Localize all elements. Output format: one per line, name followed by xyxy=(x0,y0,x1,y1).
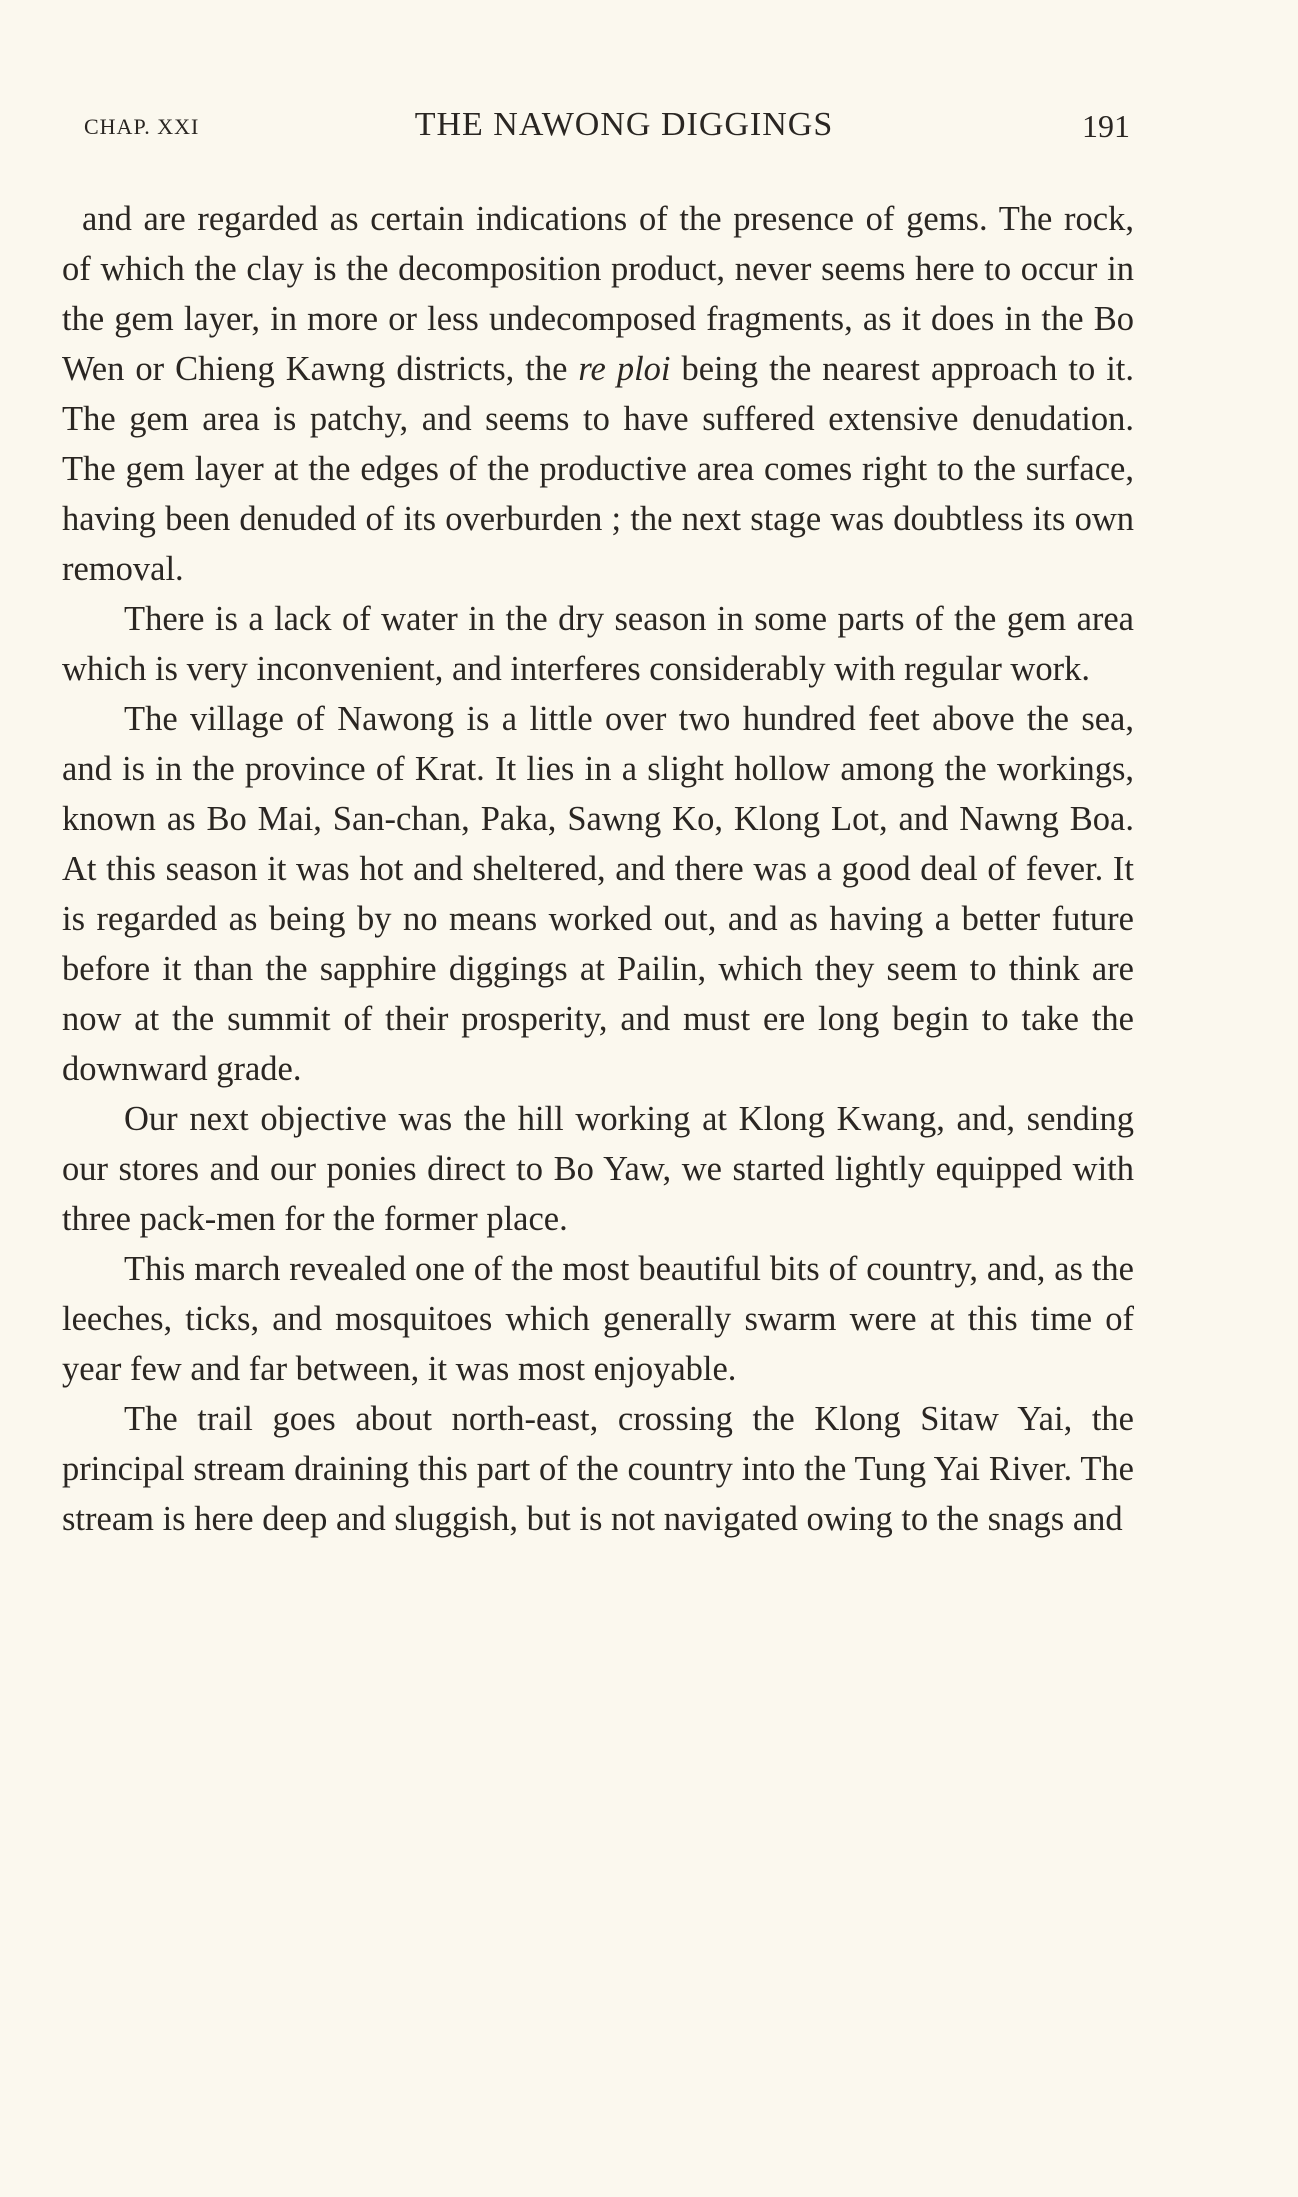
paragraph-1-italic-term: re ploi xyxy=(578,350,671,388)
chapter-label: CHAP. XXI xyxy=(84,114,200,139)
paragraph-4: Our next objective was the hill working at Klong Kwang, and, sending our stores and our ponies direct to Bo Yaw, we started lightly equipped with three pack-men for the former place. xyxy=(62,1100,1134,1238)
paragraph-2: There is a lack of water in the dry season in some parts of the gem area which is very inconvenient, and interferes considerably with regular work. xyxy=(62,600,1134,688)
paragraph-5: This march revealed one of the most beautiful bits of country, and, as the leeches, ticks, and mosquitoes which generally swarm were at this time of year few and far between, it was most enjoyable. xyxy=(62,1250,1134,1388)
paragraph-1-text-a: and are regarded as certain indications of the presence of gems. The rock, of which the clay is the decomposition product, never seems here to occur in the gem layer, in more or less undecomposed fragments, as it does in the Bo Wen or Chieng Kawng districts, the xyxy=(62,200,1134,388)
running-head xyxy=(84,106,1130,150)
body-text xyxy=(62,194,1134,1544)
chapter-title: THE NAWONG DIGGINGS xyxy=(414,106,834,143)
paragraph-1 xyxy=(62,194,1134,594)
paragraph-6: The trail goes about north-east, crossing the Klong Sitaw Yai, the principal stream draining this part of the country into the Tung Yai River. The stream is here deep and sluggish, but is not navigated owing to the snags and xyxy=(62,1400,1134,1538)
paragraph-3: The village of Nawong is a little over two hundred feet above the sea, and is in the province of Krat. It lies in a slight hollow among the workings, known as Bo Mai, San-chan, Paka, Sawng Ko, Klong Lot, and Nawng Boa. At this season it was hot and sheltered, and there was a good deal of fever. It is regarded as being by no means worked out, and as having a better future before it than the sapphire diggings at Pailin, which they seem to think are now at the summit of their prosperity, and must ere long begin to take the downward grade. xyxy=(62,700,1134,1088)
page-number: 191 xyxy=(1082,108,1130,144)
paragraph-1-text-b: being the nearest approach to it. The gem area is patchy, and seems to have suffered extensive denudation. The gem layer at the edges of the productive area comes right to the surface, having been denuded of its overburden ; the next stage was doubtless its own removal. xyxy=(62,350,1134,588)
